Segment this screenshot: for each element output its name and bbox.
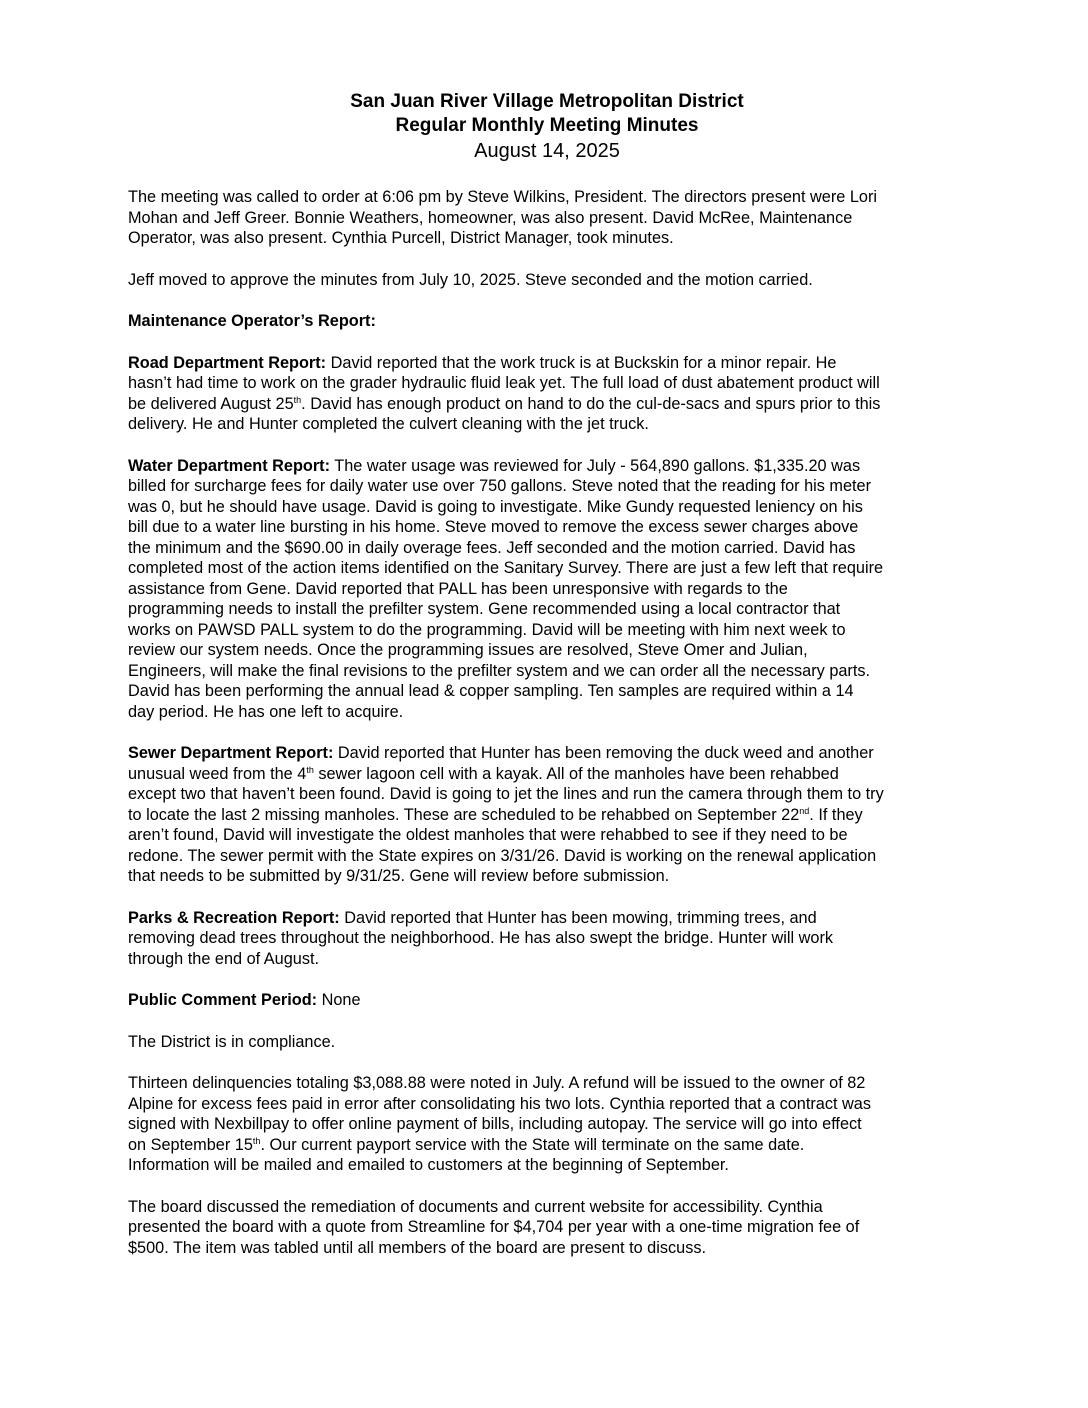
parks-line: removing dead trees throughout the neighborhood. He has also swept the bridge. Hunter will work: [128, 929, 834, 947]
maintenance-heading: [128, 311, 968, 332]
sewer-line: redone. The sewer permit with the State expires on 3/31/26. David is working on the renewal application: [128, 846, 877, 865]
parks-line: through the end of August.: [128, 949, 320, 968]
minutes-body: [128, 187, 968, 1279]
water-line: programming needs to install the prefilter system. Gene recommended using a local contractor that: [128, 600, 841, 618]
maintenance-heading-text: Maintenance Operator’s Report:: [128, 312, 376, 330]
public-comment-paragraph: [128, 990, 968, 1011]
road-line: David reported that the work truck is at Buckskin for a minor repair. He: [326, 353, 837, 372]
meeting-date: August 14, 2025: [474, 140, 620, 162]
sewer-heading: Sewer Department Report:: [128, 744, 334, 762]
document-header: [0, 90, 1088, 164]
water-line: assistance from Gene. David reported that PALL has been unresponsive with regards to the: [128, 579, 788, 598]
sewer-line: to locate the last 2 missing manholes. These are scheduled to be rehabbed on September 22: [128, 805, 800, 824]
road-paragraph: [128, 353, 968, 435]
sewer-line: . If they: [809, 805, 863, 824]
sewer-line: except two that haven’t been found. David is going to jet the lines and run the camera through them to try: [128, 785, 884, 803]
parks-paragraph: [128, 908, 968, 970]
road-heading: Road Department Report:: [128, 353, 327, 372]
water-line: day period. He has one left to acquire.: [128, 702, 404, 721]
parks-line: David reported that Hunter has been mowing, trimming trees, and: [339, 908, 817, 927]
approval-paragraph: Jeff moved to approve the minutes from July 10, 2025. Steve seconded and the motion carried.: [128, 270, 813, 289]
delinquency-line: . Our current payport service with the State will terminate on the same date.: [260, 1135, 805, 1154]
water-line: completed most of the action items identified on the Sanitary Survey. There are just a few left that require: [128, 559, 884, 577]
document-title: Regular Monthly Meeting Minutes: [395, 115, 699, 136]
water-line: the minimum and the $690.00 in daily overage fees. Jeff seconded and the motion carried. David has: [128, 538, 856, 557]
sewer-line: that needs to be submitted by 9/31/25. Gene will review before submission.: [128, 867, 670, 885]
delinquency-line: Information will be mailed and emailed to customers at the beginning of September.: [128, 1156, 729, 1174]
sewer-line: David reported that Hunter has been removing the duck weed and another: [333, 744, 874, 762]
sewer-line: sewer lagoon cell with a kayak. All of the manholes have been rehabbed: [313, 764, 839, 783]
compliance-paragraph: The District is in compliance.: [128, 1032, 336, 1051]
road-line: . David has enough product on hand to do the cul-de-sacs and spurs prior to this: [301, 394, 881, 413]
water-line: review our system needs. Once the programming issues are resolved, Steve Omer and Julian,: [128, 641, 808, 659]
delinquency-paragraph: [128, 1073, 968, 1176]
water-line: David has been performing the annual lead & copper sampling. Ten samples are required within a 14: [128, 682, 854, 700]
intro-line: Mohan and Jeff Greer. Bonnie Weathers, homeowner, was also present. David McRee, Maintenance: [128, 208, 853, 227]
water-paragraph: [128, 456, 968, 723]
board-paragraph: [128, 1197, 968, 1259]
board-line: presented the board with a quote from Streamline for $4,704 per year with a one-time migration fee of: [128, 1218, 860, 1236]
water-heading: Water Department Report:: [128, 456, 331, 475]
public-comment-heading: Public Comment Period:: [128, 991, 318, 1009]
intro-line: Operator, was also present. Cynthia Purcell, District Manager, took minutes.: [128, 229, 674, 247]
ordinal-suffix: nd: [799, 805, 810, 816]
road-line: hasn’t had time to work on the grader hydraulic fluid leak yet. The full load of dust abatement product will: [128, 374, 880, 392]
water-line: was 0, but he should have usage. David is going to investigate. Mike Gundy requested leniency on his: [128, 497, 863, 516]
road-line: delivery. He and Hunter completed the culvert cleaning with the jet truck.: [128, 415, 649, 433]
delinquency-line: Thirteen delinquencies totaling $3,088.88 were noted in July. A refund will be issued to the owner of 82: [128, 1074, 866, 1092]
delinquency-line: Alpine for excess fees paid in error after consolidating his two lots. Cynthia reported that a contract was: [128, 1094, 871, 1113]
water-line: Engineers, will make the final revisions to the prefilter system and we can order all the necessary parts.: [128, 661, 871, 680]
ordinal-suffix: th: [252, 1135, 261, 1146]
board-line: The board discussed the remediation of documents and current website for accessibility. Cynthia: [128, 1197, 823, 1216]
ordinal-suffix: th: [293, 394, 302, 405]
sewer-line: unusual weed from the 4: [128, 764, 307, 783]
org-name: San Juan River Village Metropolitan District: [350, 91, 744, 112]
water-line: billed for surcharge fees for daily water use over 750 gallons. Steve noted that the reading for his meter: [128, 477, 872, 495]
ordinal-suffix: th: [306, 764, 314, 775]
water-line: works on PAWSD PALL system to do the programming. David will be meeting with him next week to: [128, 620, 846, 639]
board-line: $500. The item was tabled until all members of the board are present to discuss.: [128, 1238, 706, 1257]
parks-heading: Parks & Recreation Report:: [128, 908, 340, 927]
public-comment-text: None: [317, 991, 361, 1009]
sewer-paragraph: [128, 743, 968, 887]
sewer-line: aren’t found, David will investigate the oldest manholes that were rehabbed to see if they need to be: [128, 826, 848, 844]
intro-line: The meeting was called to order at 6:06 pm by Steve Wilkins, President. The directors present were Lori: [128, 188, 877, 206]
water-line: bill due to a water line bursting in his home. Steve moved to remove the excess sewer charges above: [128, 518, 859, 536]
water-line: The water usage was reviewed for July - 564,890 gallons. $1,335.20 was: [330, 456, 861, 475]
delinquency-line: on September 15: [128, 1135, 253, 1154]
intro-paragraph: [128, 187, 968, 249]
delinquency-line: signed with Nexbillpay to offer online payment of bills, including autopay. The service will go into effect: [128, 1115, 862, 1133]
road-line: be delivered August 25: [128, 394, 294, 413]
